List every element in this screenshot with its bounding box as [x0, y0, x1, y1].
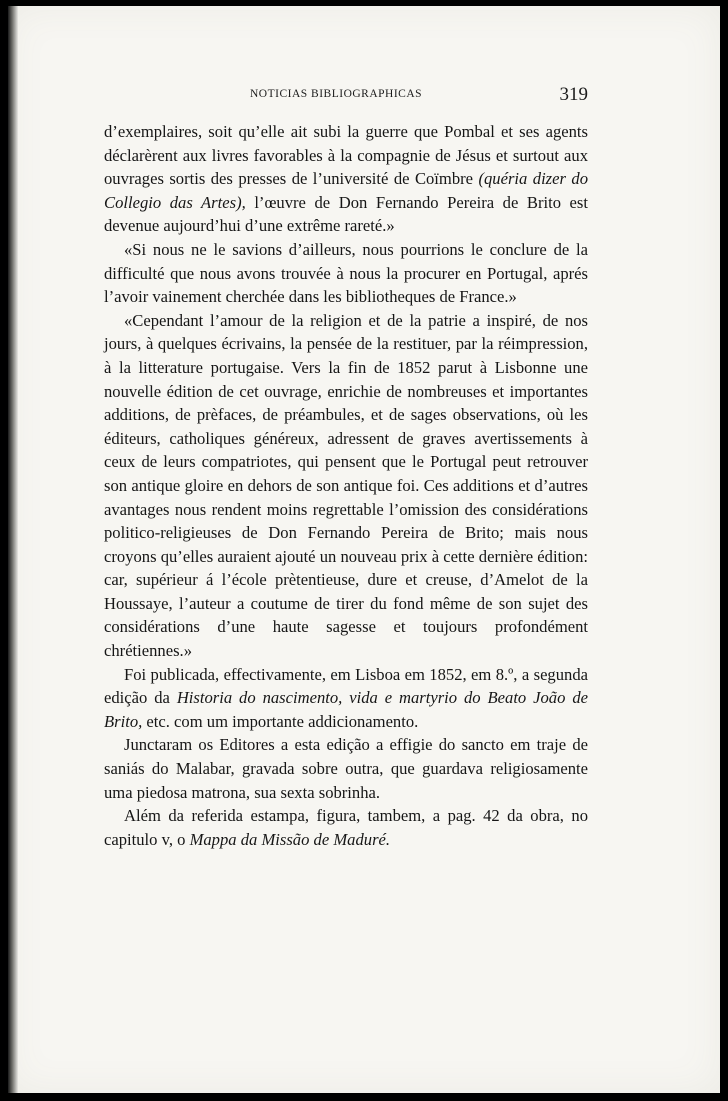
text-run: «Si nous ne le savions d’ailleurs, nous pourrions le conclure de la difficulté que nous avons trouvée à nous la procurer en Portugal, aprés l’avoir vainement cherchée dans les bibliotheques de France.»: [104, 239, 588, 307]
paragraph: [104, 804, 588, 851]
text-run: d’exemplaires, soit qu’elle ait subi la guerre que Pombal et ses agents déclarèrent aux livres favorables à la compagnie de Jésus et surtout aux ouvrages sortis des presses de l’université de Coïmbre: [104, 122, 588, 189]
text-run: Além da referida estampa, figura, tambem, a pag. 42 da obra, no capitulo v, o: [104, 806, 588, 849]
text-run: l’œuvre de Don Fernando Pereira de Brito est devenue aujourd’hui d’une extrême rareté.»: [104, 192, 588, 236]
text-run: Foi publicada, effectivamente, em Lisboa em 1852, em 8.º, a segunda edição da: [104, 664, 588, 708]
paragraph: [104, 309, 588, 663]
paragraph: [104, 663, 588, 734]
text-run: Junctaram os Editores a esta edição a effigie do sancto em traje de saniás do Malabar, gravada sobre outra, que guardava religiosamente uma piedosa matrona, sua sexta sobrinha.: [104, 735, 588, 802]
book-page: [8, 6, 720, 1093]
running-title: NOTICIAS BIBLIOGRAPHICAS: [250, 88, 423, 100]
paragraph: [104, 238, 588, 309]
italic-text-run: Historia do nascimento, vida e martyrio do Beato João de Brito,: [104, 688, 588, 731]
body-text: [104, 120, 588, 851]
page-spine-edge: [8, 6, 18, 1093]
text-run: «Cependant l’amour de la religion et de la patrie a inspiré, de nos jours, à quelques écrivains, la pensée de la restituer, par la réimpression, à la litterature portugaise. Vers la fin de 1852 parut à Lisbonne une nouvelle édition de cet ouvrage, enrichie de nombreuses et importantes additions, de prèfaces, de préambules, et de sages observations, où les éditeurs, catholiques généreux, adressent de graves avertissements à ceux de leurs compatriotes, qui pensent que le Portugal peut retrouver son antique gloire en dehors de son antique foi. Ces additions et d’autres avantages nous rendent moins regrettable l’omission des considérations politico-religieuses de Don Fernando Pereira de Brito; mais nous croyons qu’elles auraient ajouté un nouveau prix à cette dernière édition: car, supérieur á l’école prètentieuse, dure et creuse, d’Amelot de la Houssaye, l’auteur a coutume de tirer du fond même de son sujet des considérations d’une haute sagesse et toujours profondément chrétiennes.»: [104, 310, 588, 661]
paragraph: [104, 733, 588, 804]
page-number: 319: [559, 84, 588, 105]
paragraph: [104, 120, 588, 238]
italic-text-run: Mappa da Missão de Maduré.: [189, 829, 391, 849]
italic-text-run: (quéria dizer do Collegio das Artes),: [104, 169, 588, 212]
text-run: etc. com um importante addicionamento.: [142, 711, 419, 731]
running-header: [103, 84, 588, 108]
